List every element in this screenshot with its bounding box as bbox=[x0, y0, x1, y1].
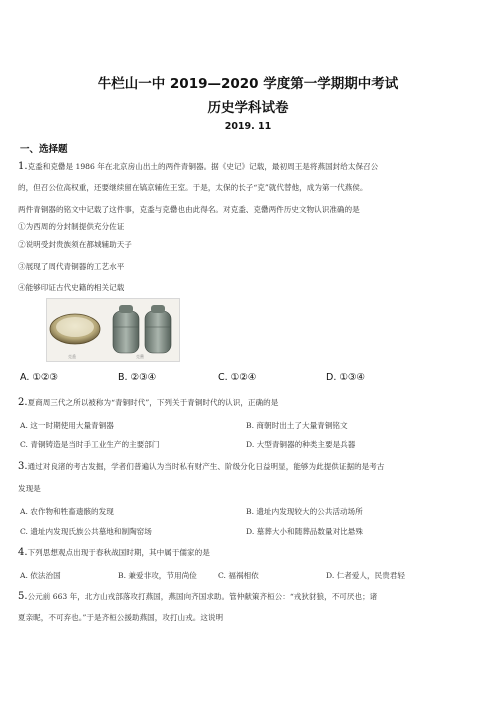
q5-text-1: 公元前 663 年，北方山戎部落攻打燕国，燕国向齐国求助。管仲献策齐桓公：“戎狄豺狼，不可厌也；诸 bbox=[27, 592, 378, 601]
q1-option-c: C. ①②④ bbox=[218, 372, 257, 383]
q2-option-d: D. 大型青铜器的种类主要是兵器 bbox=[246, 440, 356, 449]
exam-date: 2019. 11 bbox=[224, 121, 272, 132]
q1-statement-3: ③展现了周代青铜器的工艺水平 bbox=[18, 262, 125, 271]
q4-option-a: A. 依法治国 bbox=[20, 571, 61, 580]
q2-option-a: A. 这一时期使用大量青铜器 bbox=[20, 421, 114, 430]
q2-stem-line bbox=[18, 398, 278, 408]
q3-text-1: 通过对良渚的考古发掘，学者们普遍认为当时私有财产生、阶级分化日益明显，能够为此提供证据的是考古 bbox=[27, 462, 385, 471]
q3-option-d: D. 墓葬大小和随葬品数量对比悬殊 bbox=[246, 527, 363, 536]
bronze-artifacts-photo bbox=[46, 298, 180, 362]
q1-line-1 bbox=[18, 162, 378, 172]
q1-statement-2: ②说明受封贵族须在都城辅助天子 bbox=[18, 240, 132, 249]
q2-stem: 夏商周三代之所以被称为“青铜时代”，下列关于青铜时代的认识，正确的是 bbox=[27, 398, 279, 407]
q3-line-1 bbox=[18, 462, 384, 472]
section-heading: 一、选择题 bbox=[20, 144, 68, 155]
q1-text-1: 克盉和克罍是 1986 年在北京房山出土的两件青铜器。据《史记》记载，最初周王是将燕国封给太保召公 bbox=[27, 162, 379, 171]
exam-title: 牛栏山一中 2019—2020 学度第一学期期中考试 bbox=[97, 76, 399, 92]
q2-option-b: B. 商朝时出土了大量青铜铭文 bbox=[246, 421, 348, 430]
q4-stem-line bbox=[18, 548, 210, 558]
q1-option-d: D. ①③④ bbox=[326, 372, 365, 383]
q1-text-2: 的，但召公位高权重，还要继续留在镐京辅佐王室。于是，太保的长子“克”就代替他，成为第一代燕侯。 bbox=[18, 183, 368, 192]
q5-number: 5. bbox=[18, 591, 28, 602]
q1-statement-1: ①为西周的分封制提供充分佐证 bbox=[18, 222, 125, 231]
q2-option-c: C. 青铜铸造是当时手工业生产的主要部门 bbox=[20, 440, 160, 449]
q3-number: 3. bbox=[18, 461, 28, 472]
q4-option-c: C. 福祸相依 bbox=[218, 571, 259, 580]
q5-line-1 bbox=[18, 592, 377, 602]
q4-number: 4. bbox=[18, 547, 28, 558]
q3-option-a: A. 农作物和牲畜遗骸的发现 bbox=[20, 507, 114, 516]
q3-text-2: 发现是 bbox=[18, 484, 41, 493]
q1-statement-4: ④能够印证古代史籍的相关记载 bbox=[18, 283, 125, 292]
q4-stem: 下列思想观点出现于春秋战国时期，其中属于儒家的是 bbox=[27, 548, 210, 557]
q1-number: 1. bbox=[18, 161, 28, 172]
q4-option-b: B. 兼爱非攻，节用尚俭 bbox=[118, 571, 197, 580]
q1-option-a: A. ①②③ bbox=[20, 372, 58, 383]
q2-number: 2. bbox=[18, 397, 28, 408]
q1-text-3: 两件青铜器的铭文中记载了这件事，克盉与克罍也由此得名。对克盉、克罍两件历史文物认识准确的是 bbox=[18, 205, 360, 214]
q3-option-b: B. 遗址内发现较大的公共活动场所 bbox=[246, 507, 363, 516]
figure-caption-2: 克罍 bbox=[136, 354, 144, 359]
q5-text-2: 夏亲昵，不可弃也。”于是齐桓公援助燕国，攻打山戎。这说明 bbox=[18, 613, 224, 622]
q4-option-d: D. 仁者爱人，民贵君轻 bbox=[326, 571, 405, 580]
bronze-artifacts-illustration bbox=[47, 299, 179, 361]
q3-option-c: C. 遗址内发现氏族公共墓地和制陶窑场 bbox=[20, 527, 152, 536]
q1-option-b: B. ②③④ bbox=[118, 372, 157, 383]
exam-subtitle: 历史学科试卷 bbox=[207, 100, 289, 116]
figure-caption-1: 克盉 bbox=[68, 354, 76, 359]
